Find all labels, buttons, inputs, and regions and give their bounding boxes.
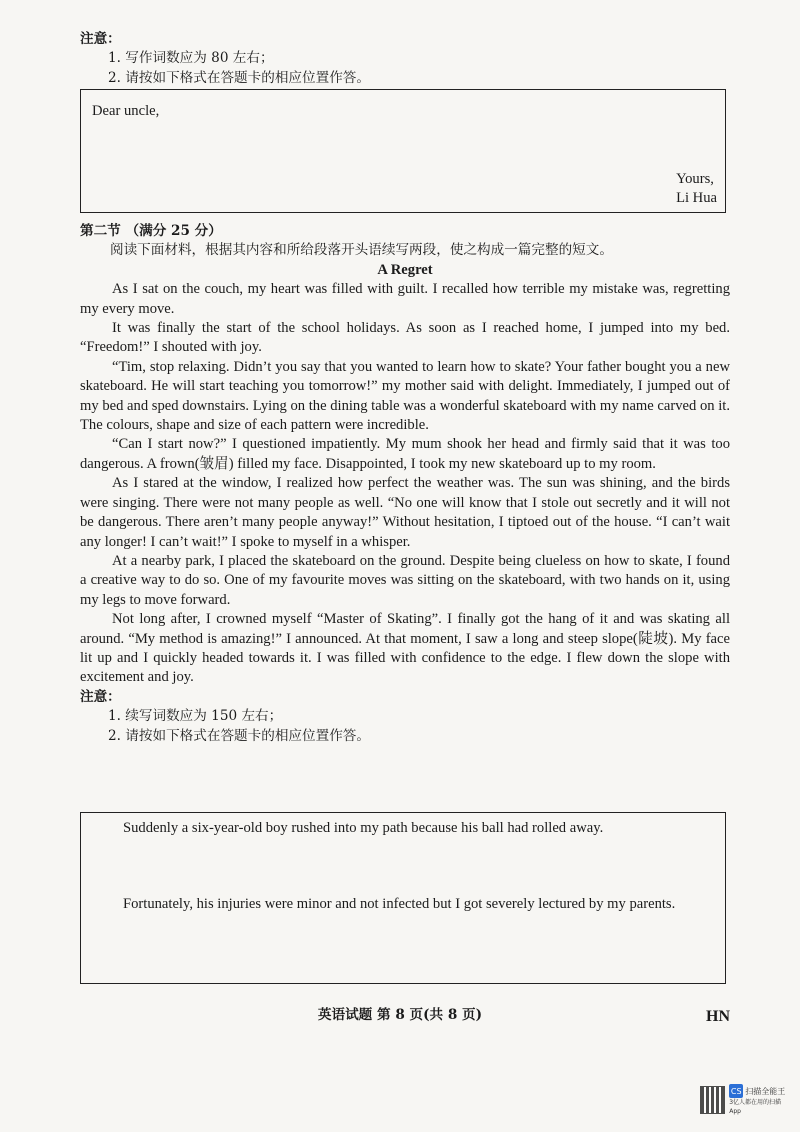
answer-paragraph-2-opening: Fortunately, his injuries were minor and not infected but I got severely lectured by my parents. [123, 896, 676, 912]
section-2-instruction: 阅读下面材料，根据其内容和所给段落开头语续写两段，使之构成一篇完整的短文。 [110, 242, 613, 259]
continuation-answer-box [80, 812, 726, 984]
qr-code-icon [700, 1086, 725, 1114]
story-paragraph: “Tim, stop relaxing. Didn’t you say that you wanted to learn how to skate? Your father bought you a new skateboard. He will start teaching you tomorrow!” my mother said with delight. Immediately, I jumped out of my bed and sped downstairs. Lying on the dining table was a wonderful skateboard with my name carved on it. The colours, shape and size of each pattern were incredible. [80, 358, 730, 434]
scanner-brand [729, 1084, 786, 1116]
section-2 [80, 222, 730, 746]
section-2-heading: 第二节 （满分 25 分） [80, 223, 222, 239]
note-2-heading: 注意： [80, 688, 121, 705]
letter-answer-box [80, 89, 726, 213]
letter-closing: Yours, [676, 171, 714, 187]
story-title: A Regret [377, 261, 433, 278]
note-1-heading: 注意： [80, 31, 121, 47]
note-2-item: 1. 续写词数应为 150 左右； [108, 708, 283, 725]
story-paragraph: It was finally the start of the school holidays. As soon as I reached home, I jumped into my bed. “Freedom!” I shouted with joy. [80, 320, 730, 356]
story-paragraph: “Can I start now?” I questioned impatiently. My mum shook her head and firmly said that it was too dangerous. A frown(皱眉) filled my face. Disappointed, I took my new skateboard up to my room. [80, 436, 730, 472]
note-1-item: 2. 请按如下格式在答题卡的相应位置作答。 [108, 69, 370, 86]
page-footer: 英语试题 第 8 页(共 8 页) [317, 1007, 483, 1023]
region-code: HN [706, 1008, 730, 1025]
letter-closing-block [676, 170, 717, 209]
letter-signature: Li Hua [676, 190, 717, 207]
scanner-watermark [700, 1086, 786, 1114]
letter-greeting: Dear uncle, [92, 103, 160, 119]
story-paragraph: As I sat on the couch, my heart was filled with guilt. I recalled how terrible my mistake was, regretting my every move. [80, 281, 730, 317]
story-paragraph: As I stared at the window, I realized how perfect the weather was. The sun was shining, and the birds were singing. There were not many people as well. “No one will know that I stole out secretly and it will not be dangerous. There aren’t many people anyway!” Without hesitation, I tiptoed out of the house. “I can’t wait any longer! I can’t wait!” I spoke to myself in a whisper. [80, 475, 730, 550]
answer-paragraph-1-opening: Suddenly a six-year-old boy rushed into my path because his ball had rolled away. [123, 820, 604, 836]
story-paragraph: Not long after, I crowned myself “Master of Skating”. I finally got the hang of it and was skating all around. “My method is amazing!” I announced. At that moment, I saw a long and steep slope(陡坡). My face lit up and I quickly headed towards it. I was filled with confidence to the edge. I flew down the slope with excitement and joy. [80, 611, 730, 686]
scanner-name: 扫描全能王 [745, 1086, 786, 1096]
note-1 [80, 30, 370, 88]
story-paragraph: At a nearby park, I placed the skateboard on the ground. Despite being clueless on how to skate, I found a creative way to do so. One of my favourite moves was sitting on the skateboard, with two hands on it, using my legs to move forward. [80, 552, 730, 608]
note-1-item: 1. 写作词数应为 80 左右； [108, 50, 274, 67]
note-2-item: 2. 请按如下格式在答题卡的相应位置作答。 [108, 727, 370, 744]
scanner-tagline: 3亿人都在用的扫描App [729, 1099, 782, 1115]
camscanner-logo-icon: CS [729, 1084, 743, 1098]
